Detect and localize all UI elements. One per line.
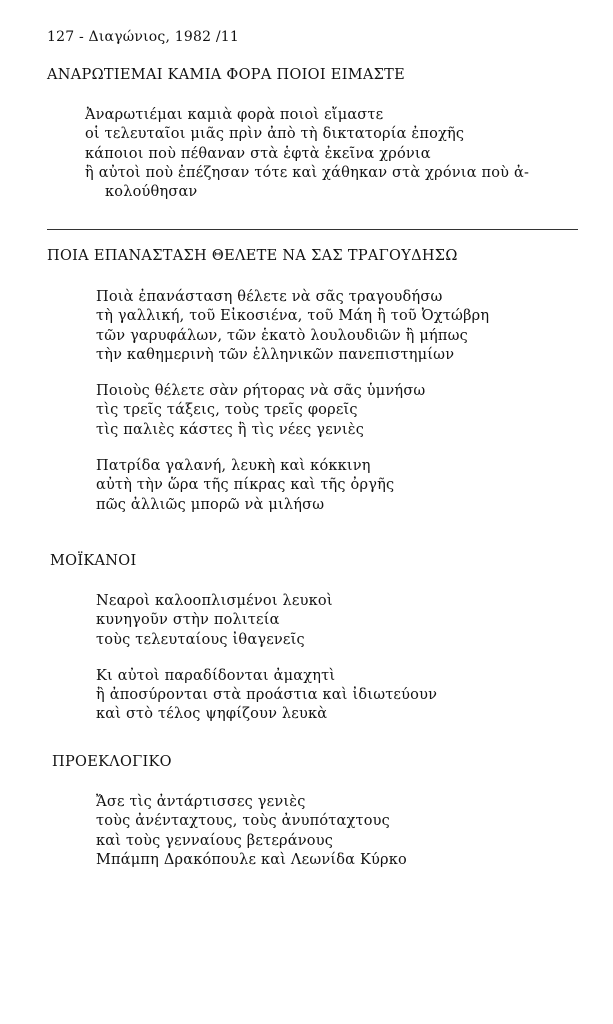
verse-line: Ἄσε τὶς ἀντάρτισσες γενιὲς [96, 794, 306, 810]
verse-line: αὐτὴ τὴν ὥρα τῆς πίκρας καὶ τῆς ὀργῆς [96, 477, 395, 494]
stanza [96, 667, 437, 725]
verse-line: οἱ τελευταῖοι μιᾶς πρὶν ἀπὸ τὴ δικτατορία ἐποχῆς [85, 126, 465, 143]
verse-line: Ποιὰ ἐπανάσταση θέλετε νὰ σᾶς τραγουδήσω [96, 289, 443, 305]
stanza [96, 288, 489, 365]
stanza [96, 382, 489, 440]
poem-body [96, 288, 489, 515]
verse-line: τὶς τρεῖς τάξεις, τοὺς τρεῖς φορεῖς [96, 402, 358, 419]
poem-title: ΜΟΪΚΑΝΟΙ [50, 553, 137, 569]
poem-title: ΠΟΙΑ ΕΠΑΝΑΣΤΑΣΗ ΘΕΛΕΤΕ ΝΑ ΣΑΣ ΤΡΑΓΟΥΔΗΣΩ [47, 248, 458, 264]
verse-line: τῶν γαρυφάλων, τῶν ἑκατὸ λουλουδιῶν ἢ μήπως [96, 327, 468, 344]
verse-line: Κι αὐτοὶ παραδίδονται ἀμαχητὶ [96, 667, 336, 684]
poem-body [96, 793, 407, 870]
poem-body [96, 592, 437, 725]
verse-line: τὴν καθημερινὴ τῶν ἑλληνικῶν πανεπιστημίων [96, 346, 455, 363]
verse-line: Πατρίδα γαλανή, λευκὴ καὶ κόκκινη [96, 458, 371, 475]
stanza [85, 106, 529, 202]
verse-line: πῶς ἀλλιῶς μπορῶ νὰ μιλήσω [96, 496, 325, 513]
section-divider [47, 229, 578, 230]
poem-title: ΑΝΑΡΩΤΙΕΜΑΙ ΚΑΜΙΑ ΦΟΡΑ ΠΟΙΟΙ ΕΙΜΑΣΤΕ [47, 67, 406, 83]
stanza [96, 457, 489, 515]
verse-line: ἢ αὐτοὶ ποὺ ἐπέζησαν τότε καὶ χάθηκαν στὰ χρόνια ποὺ ἀ- [85, 164, 530, 181]
stanza [96, 592, 437, 650]
verse-line: ἢ ἀποσύρονται στὰ προάστια καὶ ἰδιωτεύουν [96, 687, 438, 704]
verse-line: τὴ γαλλική, τοῦ Εἰκοσιένα, τοῦ Μάη ἢ τοῦ Ὀχτώβρη [96, 308, 490, 325]
verse-line: Μπάμπη Δρακόπουλε καὶ Λεωνίδα Κύρκο [96, 851, 407, 868]
verse-line: Νεαροὶ καλοοπλισμένοι λευκοὶ [96, 593, 333, 609]
verse-line: κάποιοι ποὺ πέθαναν στὰ ἑφτὰ ἐκεῖνα χρόνια [85, 145, 431, 162]
verse-line: τὶς παλιὲς κάστες ἢ τὶς νέες γενιὲς [96, 421, 365, 438]
verse-line: τοὺς ἀνένταχτους, τοὺς ἀνυπόταχτους [96, 813, 390, 830]
verse-line: κυνηγοῦν στὴν πολιτεία [96, 612, 280, 629]
verse-line: καὶ στὸ τέλος ψηφίζουν λευκὰ [96, 706, 328, 723]
verse-line: Ἀναρωτιέμαι καμιὰ φορὰ ποιοὶ εἴμαστε [85, 107, 384, 123]
verse-line: τοὺς τελευταίους ἰθαγενεῖς [96, 631, 305, 648]
poem-title: ΠΡΟΕΚΛΟΓΙΚΟ [52, 754, 172, 770]
verse-line: Ποιοὺς θέλετε σὰν ρήτορας νὰ σᾶς ὑμνήσω [96, 383, 426, 400]
stanza [96, 793, 407, 870]
verse-line: καὶ τοὺς γενναίους βετεράνους [96, 832, 334, 849]
verse-line: κολούθησαν [105, 184, 198, 201]
poem-body [85, 106, 529, 202]
page-header: 127 - Διαγώνιος, 1982 /11 [47, 29, 239, 45]
